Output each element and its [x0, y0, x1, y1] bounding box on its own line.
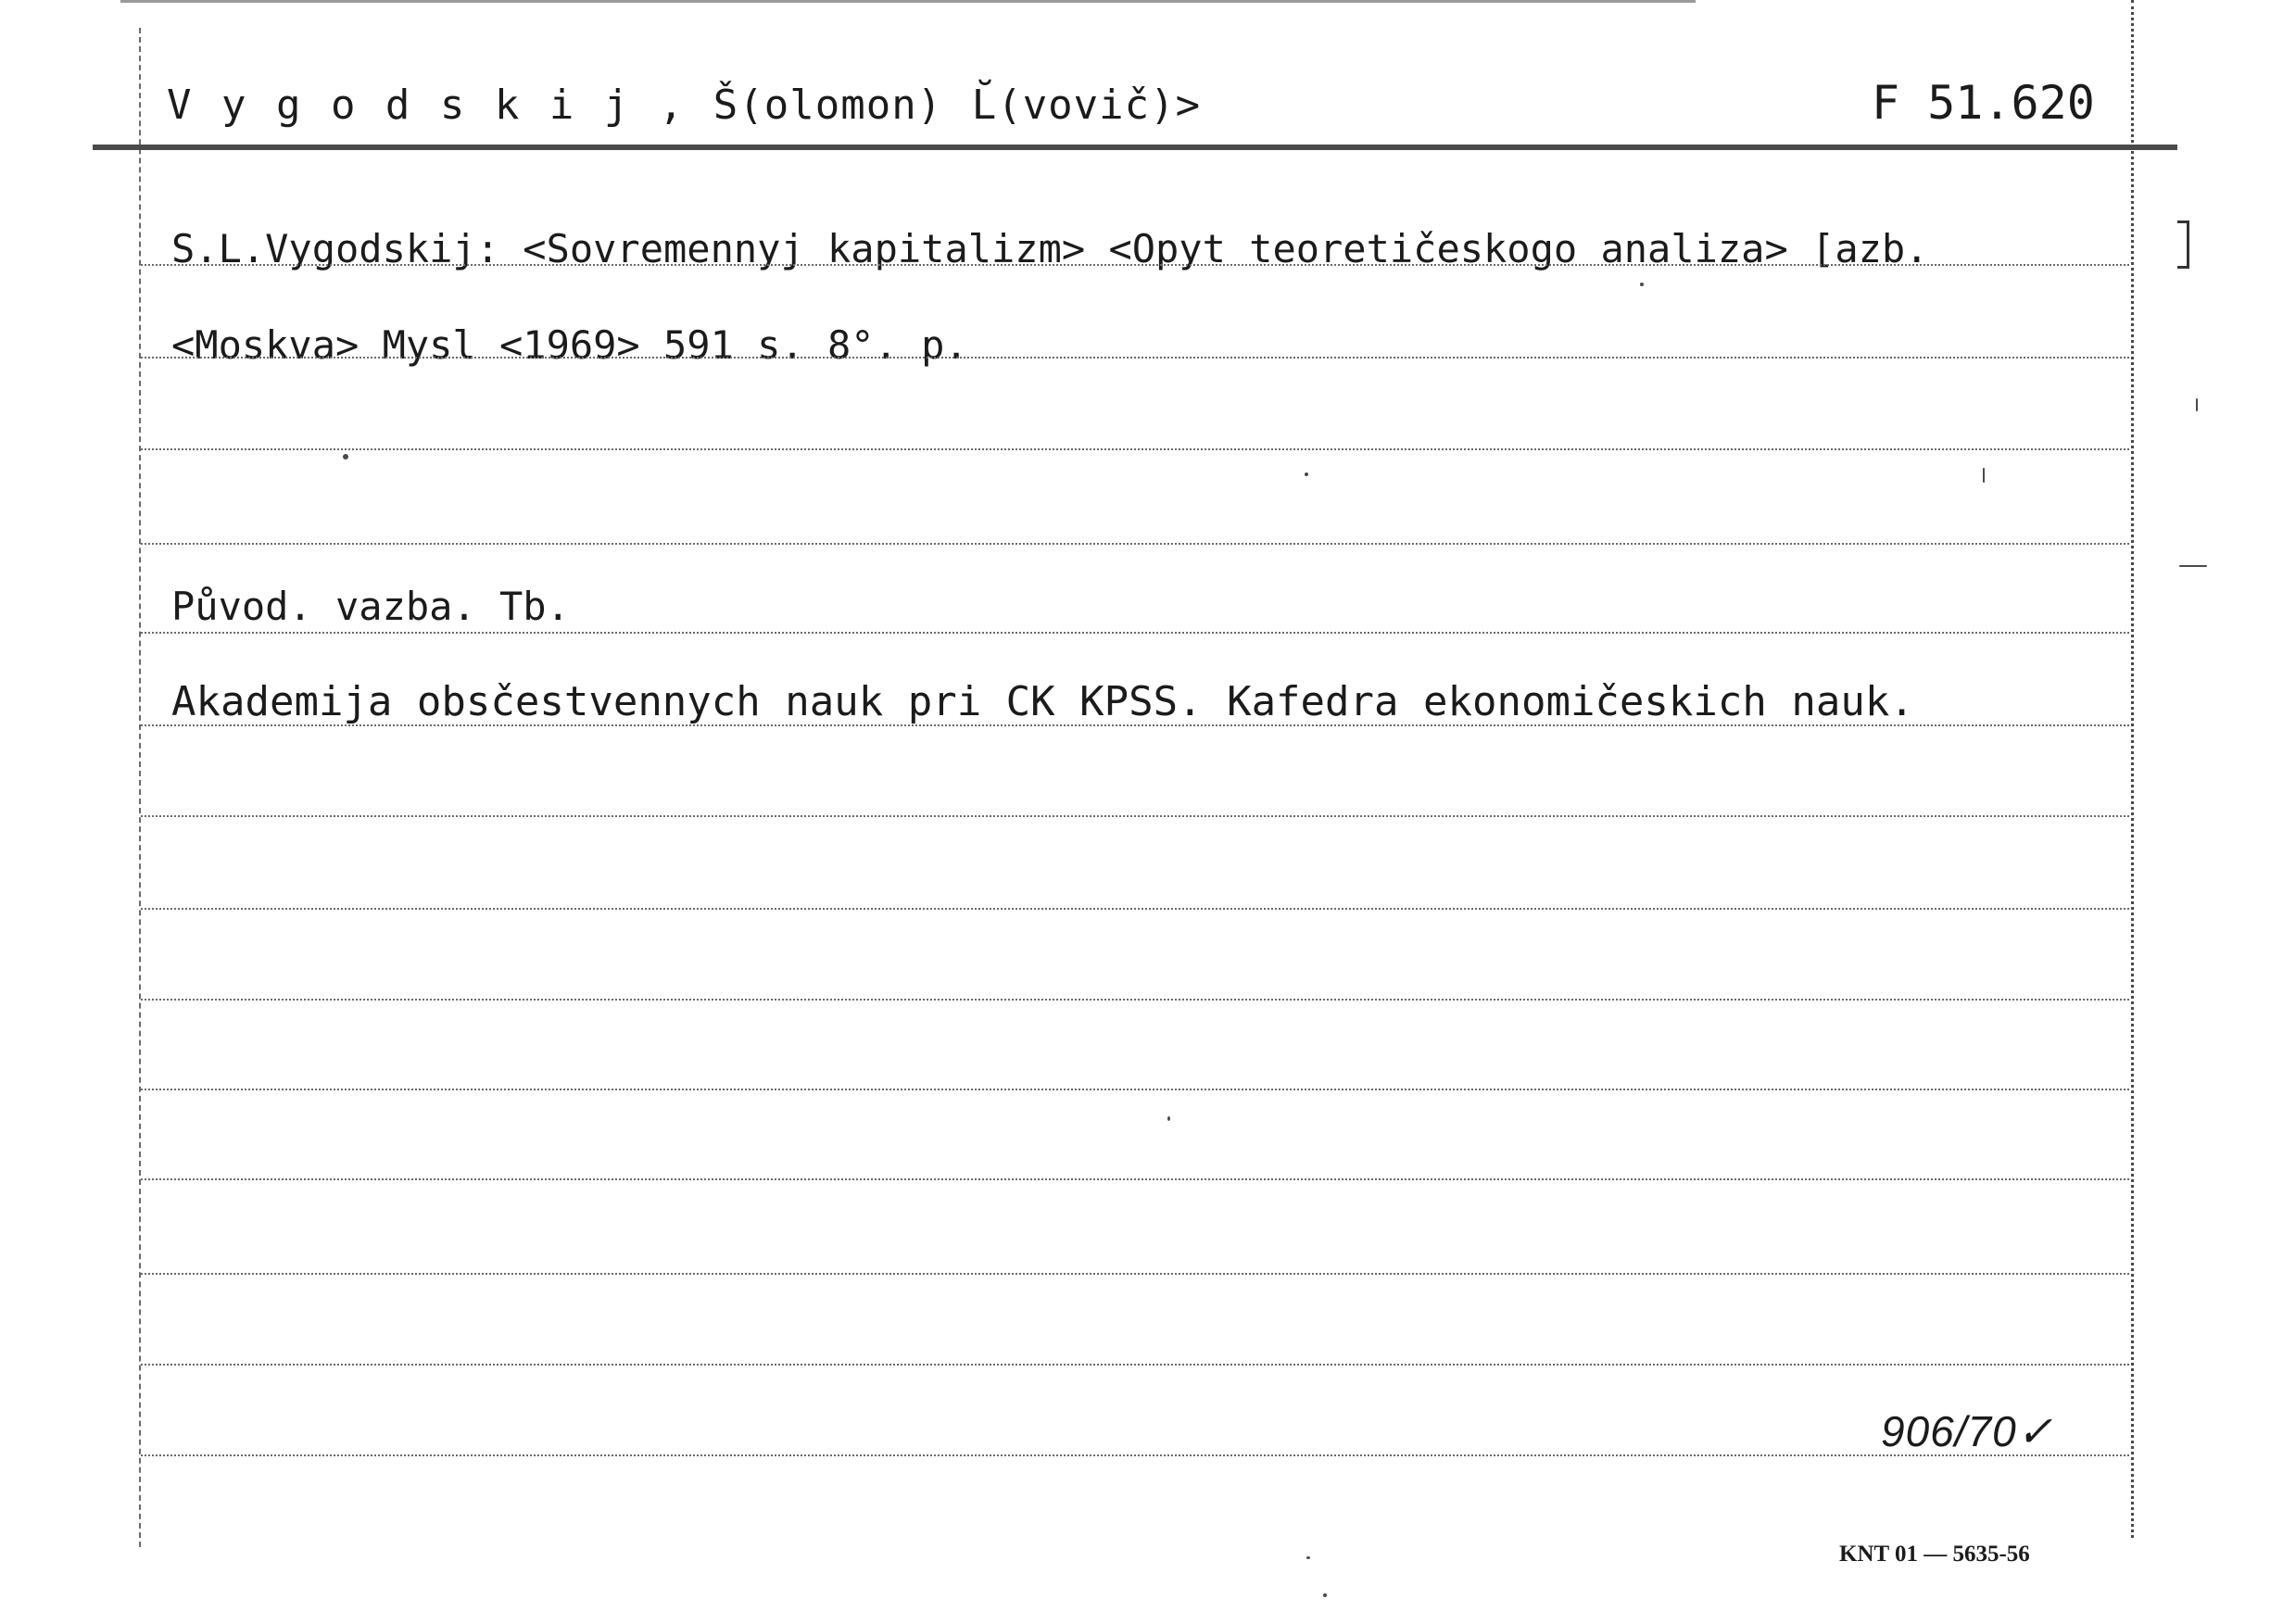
paper-speck — [1983, 468, 1985, 483]
ruled-line — [141, 1454, 2129, 1456]
card-right-border — [2131, 0, 2134, 1538]
publication-line: <Moskva> Mysl <1969> 591 s. 8°. p. — [171, 322, 968, 368]
paper-speck — [2179, 565, 2207, 567]
heading-rule — [93, 145, 2177, 150]
form-code: KNT 01 — 5635-56 — [1839, 1542, 2030, 1567]
ruled-line — [141, 1273, 2129, 1275]
ruled-line — [141, 999, 2129, 1001]
ruled-line — [141, 1089, 2129, 1090]
paper-speck — [1323, 1593, 1327, 1597]
ruled-line — [141, 1178, 2129, 1180]
ruled-line — [141, 632, 2129, 634]
shelf-signature: F 51.620 — [1872, 76, 2095, 130]
ruled-line — [141, 815, 2129, 817]
card-left-border — [139, 28, 141, 1547]
ruled-line — [141, 908, 2129, 910]
paper-speck — [1640, 283, 1644, 286]
paper-speck — [343, 454, 348, 460]
card-top-edge — [120, 0, 1696, 3]
binding-note: Původ. vazba. Tb. — [171, 584, 570, 629]
paper-speck — [1305, 472, 1308, 476]
ruled-line — [141, 543, 2129, 545]
paper-speck — [2196, 398, 2198, 411]
paper-speck — [1167, 1116, 1170, 1121]
ruled-line — [141, 1364, 2129, 1366]
ruled-line — [141, 448, 2129, 450]
ruled-line — [141, 724, 2129, 726]
paper-speck — [1306, 1556, 1310, 1559]
author-heading: V y g o d s k i j , Š(olomon) L̆(vovič)> — [167, 82, 1202, 129]
institution-note: Akademija obsčestvennych nauk pri CK KPSS. Kafedra ekonomičeskich nauk. — [171, 678, 1914, 725]
ruled-line — [141, 357, 2129, 359]
accession-number: 906/70✓ — [1881, 1407, 2054, 1455]
entry-title-line: S.L.Vygodskij: <Sovremennyj kapitalizm> <Opyt teoretičeskogo analiza> [azb. — [171, 226, 1929, 271]
closing-bracket-mark — [2177, 220, 2189, 269]
ruled-line — [141, 264, 2129, 266]
